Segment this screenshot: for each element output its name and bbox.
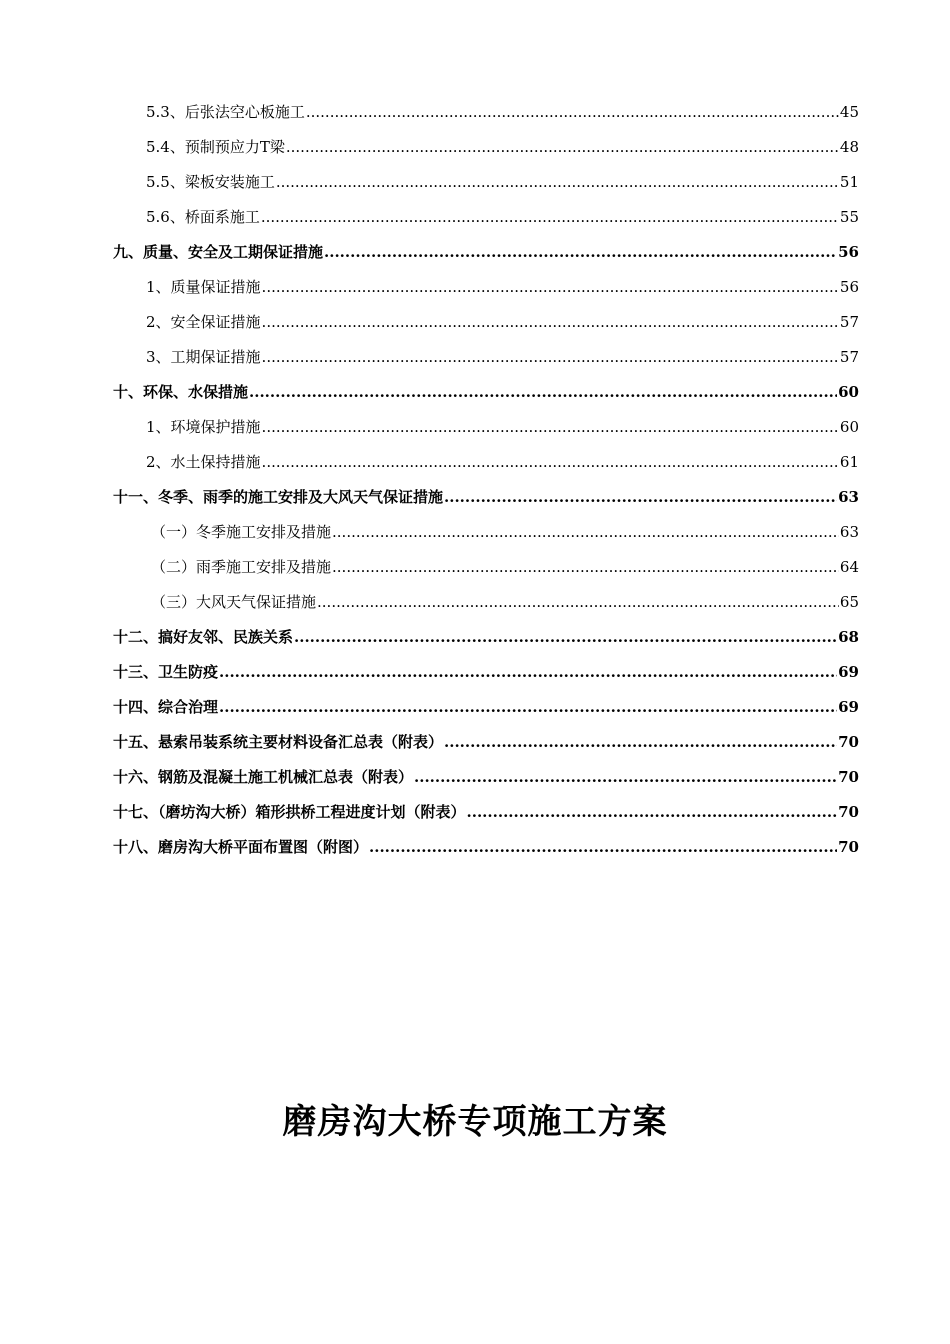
toc-page-number: 56 — [839, 278, 859, 296]
toc-dot-leader — [286, 136, 839, 158]
toc-entry-text: 1、环境保护措施 — [146, 418, 261, 436]
toc-dot-leader — [332, 521, 839, 543]
toc-dot-leader — [262, 311, 839, 333]
document-title: 磨房沟大桥专项施工方案 — [282, 1102, 668, 1142]
toc-page-number: 65 — [839, 593, 859, 611]
toc-entry-text: （三）大风天气保证措施 — [151, 593, 317, 611]
toc-entry-text: 十一、冬季、雨季的施工安排及大风天气保证措施 — [113, 488, 444, 506]
toc-page-number: 60 — [838, 383, 859, 401]
toc-page-number: 57 — [839, 348, 859, 366]
toc-page-number: 56 — [838, 243, 859, 261]
toc-entry[interactable] — [113, 346, 859, 381]
toc-entry-text: 十、环保、水保措施 — [113, 383, 249, 401]
toc-page-number: 57 — [839, 313, 859, 331]
toc-dot-leader — [317, 591, 839, 613]
toc-page-number: 68 — [838, 628, 859, 646]
toc-page-number: 63 — [838, 488, 859, 506]
toc-dot-leader — [249, 381, 837, 403]
toc-dot-leader — [332, 556, 839, 578]
toc-page-number: 60 — [839, 418, 859, 436]
toc-dot-leader — [369, 836, 837, 858]
toc-entry[interactable] — [113, 521, 859, 556]
toc-page-number: 70 — [838, 803, 859, 821]
toc-page-number: 48 — [839, 138, 859, 156]
toc-entry[interactable] — [113, 136, 859, 171]
toc-entry[interactable] — [113, 381, 859, 416]
toc-dot-leader — [324, 241, 837, 263]
table-of-contents — [113, 101, 859, 871]
toc-dot-leader — [467, 801, 838, 823]
toc-entry-text: 十七、（磨坊沟大桥）箱形拱桥工程进度计划（附表） — [113, 803, 466, 821]
toc-entry[interactable] — [113, 556, 859, 591]
toc-dot-leader — [414, 766, 837, 788]
toc-dot-leader — [262, 416, 839, 438]
toc-page-number: 69 — [838, 698, 859, 716]
toc-entry-text: （一）冬季施工安排及措施 — [151, 523, 332, 541]
toc-dot-leader — [294, 626, 837, 648]
toc-entry[interactable] — [113, 206, 859, 241]
toc-entry-text: 5.3、后张法空心板施工 — [146, 103, 305, 121]
toc-entry[interactable] — [113, 241, 859, 276]
toc-entry-text: 十二、搞好友邻、民族关系 — [113, 628, 294, 646]
toc-entry[interactable] — [113, 416, 859, 451]
toc-page-number: 45 — [839, 103, 859, 121]
toc-entry-text: 3、工期保证措施 — [146, 348, 261, 366]
toc-dot-leader — [262, 276, 839, 298]
toc-page-number: 51 — [839, 173, 859, 191]
toc-entry[interactable] — [113, 451, 859, 486]
toc-entry[interactable] — [113, 731, 859, 766]
toc-entry-text: （二）雨季施工安排及措施 — [151, 558, 332, 576]
toc-entry[interactable] — [113, 836, 859, 871]
toc-entry[interactable] — [113, 696, 859, 731]
toc-dot-leader — [444, 731, 837, 753]
toc-entry-text: 5.5、梁板安装施工 — [146, 173, 275, 191]
toc-entry-text: 十八、磨房沟大桥平面布置图（附图） — [113, 838, 369, 856]
toc-dot-leader — [261, 206, 839, 228]
toc-page-number: 70 — [838, 733, 859, 751]
toc-page-number: 63 — [839, 523, 859, 541]
toc-page-number: 55 — [839, 208, 859, 226]
toc-entry-text: 十四、综合治理 — [113, 698, 219, 716]
toc-entry-text: 5.4、预制预应力T梁 — [146, 138, 285, 156]
toc-entry[interactable] — [113, 171, 859, 206]
toc-entry[interactable] — [113, 591, 859, 626]
toc-entry[interactable] — [113, 311, 859, 346]
toc-entry-text: 九、质量、安全及工期保证措施 — [113, 243, 324, 261]
toc-dot-leader — [219, 661, 837, 683]
toc-dot-leader — [262, 346, 839, 368]
toc-dot-leader — [444, 486, 837, 508]
toc-entry-text: 2、安全保证措施 — [146, 313, 261, 331]
toc-page-number: 70 — [838, 838, 859, 856]
toc-entry[interactable] — [113, 661, 859, 696]
toc-entry-text: 十六、钢筋及混凝土施工机械汇总表（附表） — [113, 768, 414, 786]
toc-dot-leader — [276, 171, 839, 193]
toc-entry[interactable] — [113, 801, 859, 836]
toc-entry[interactable] — [113, 486, 859, 521]
toc-entry-text: 十五、悬索吊装系统主要材料设备汇总表（附表） — [113, 733, 444, 751]
toc-page-number: 64 — [839, 558, 859, 576]
toc-entry-text: 十三、卫生防疫 — [113, 663, 219, 681]
toc-dot-leader — [306, 101, 839, 123]
toc-page-number: 69 — [838, 663, 859, 681]
toc-dot-leader — [262, 451, 839, 473]
toc-dot-leader — [219, 696, 837, 718]
toc-page-number: 70 — [838, 768, 859, 786]
toc-entry[interactable] — [113, 626, 859, 661]
toc-entry[interactable] — [113, 766, 859, 801]
toc-entry-text: 2、水土保持措施 — [146, 453, 261, 471]
toc-page-number: 61 — [839, 453, 859, 471]
toc-entry[interactable] — [113, 101, 859, 136]
toc-entry-text: 1、质量保证措施 — [146, 278, 261, 296]
toc-entry[interactable] — [113, 276, 859, 311]
toc-entry-text: 5.6、桥面系施工 — [146, 208, 260, 226]
